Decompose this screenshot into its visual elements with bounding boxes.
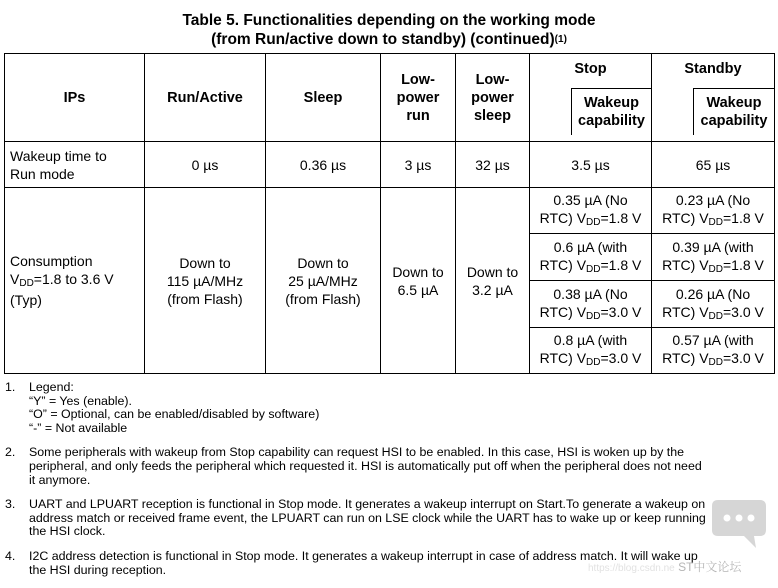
consumption-label: [5, 188, 145, 374]
header-lp-sleep-l2: power: [471, 89, 514, 106]
standby-consumption-3: 0.26 µA (No RTC) $V_{DD}=3.0$ V: [652, 281, 775, 328]
wakeup-label-l1: Wakeup time to: [10, 147, 107, 164]
wakeup-row-label: [5, 142, 145, 188]
consumption-sleep: Down to 25 µA/MHz (from Flash): [266, 188, 381, 374]
consumption-label-l3: (Typ): [10, 292, 42, 308]
footnote-1-line: Legend:: [29, 380, 74, 394]
stop-consumption-4: 0.8 µA (with RTC) $V_{DD}=3.0$ V: [530, 328, 652, 374]
wakeup-time-row: [5, 142, 775, 188]
footnote-3-number: 3.: [5, 497, 16, 512]
wakeup-run-active: 0 µs: [145, 142, 266, 188]
consumption-label-l2: $V_{DD}=1.8$ to 3.6 V: [10, 271, 114, 289]
header-lp-run-l3: run: [406, 107, 430, 124]
stop-consumption-3: 0.38 µA (No RTC) $V_{DD}=3.0$ V: [530, 281, 652, 328]
footnote-1-line: “O” = Optional, can be enabled/disabled by software): [29, 407, 320, 422]
stop-wakeup-l2: capability: [578, 113, 645, 129]
header-lp-sleep-l3: sleep: [473, 107, 512, 124]
footnotes: [5, 381, 750, 588]
header-stop-wakeup: [571, 88, 651, 135]
stop-consumption-1: 0.35 µA (No RTC) $V_{DD}=1.8$ V: [530, 188, 652, 234]
stop-consumption-2: 0.6 µA (with RTC) $V_{DD}=1.8$ V: [530, 234, 652, 281]
watermark-text: https://blog.csdn.ne ST中文论坛: [588, 560, 742, 574]
wakeup-label-l2: Run mode: [10, 165, 75, 182]
footnote-2-line: Some peripherals with wakeup from Stop capability can request HSI to be enabled. In this case, HSI is woken up by the: [29, 445, 684, 460]
header-lp-sleep-l1: Low-: [475, 71, 510, 88]
wakeup-lp-sleep: 32 µs: [456, 142, 530, 188]
footnote-2: [5, 446, 750, 487]
standby-consumption-1: 0.23 µA (No RTC) $V_{DD}=1.8$ V: [652, 188, 775, 234]
header-row: [5, 54, 775, 142]
header-sleep: Sleep: [266, 54, 381, 142]
footnote-2-line: it anymore.: [29, 472, 91, 487]
chat-bubble-icon: [708, 496, 770, 554]
footnote-1-number: 1.: [5, 380, 16, 394]
footnote-4-number: 4.: [5, 548, 16, 563]
table-title-line1: Table 5. Functionalities depending on the working mode: [182, 12, 596, 29]
standby-wakeup-l2: capability: [700, 113, 768, 129]
footnote-3-line: the HSI clock.: [29, 524, 106, 539]
header-standby: [652, 54, 775, 142]
header-standby-wakeup: [693, 88, 774, 135]
table-title-line2: [0, 30, 778, 52]
consumption-run-active: Down to 115 µA/MHz (from Flash): [145, 188, 266, 374]
footnote-4-line: the HSI during reception.: [29, 562, 167, 577]
standby-consumption-2: 0.39 µA (with RTC) $V_{DD}=1.8$ V: [652, 234, 775, 281]
header-lp-run: [381, 54, 456, 142]
table-title-subtitle: (from Run/active down to standby) (continued): [211, 31, 555, 48]
footnote-1-line: “Y” = Yes (enable).: [29, 393, 132, 408]
header-lp-run-l1: Low-: [401, 71, 435, 88]
footnote-3-line: UART and LPUART reception is functional in Stop mode. It generates a wakeup interrupt on Start.To generate a wakeup on: [29, 497, 706, 512]
header-ips: IPs: [5, 54, 145, 142]
wakeup-standby: 65 µs: [652, 142, 775, 188]
footnote-4-line: I2C address detection is functional in Stop mode. It generates a wakeup interrupt in case of address match. It will wake up: [29, 548, 698, 563]
footnote-1-line: “-” = Not available: [29, 420, 128, 435]
footnote-1: [5, 381, 750, 435]
stop-wakeup-l1: Wakeup: [583, 95, 640, 111]
header-run-active: Run/Active: [145, 54, 266, 142]
wakeup-stop: 3.5 µs: [530, 142, 652, 188]
footnote-2-line: peripheral, and only feeds the peripheral which requested it. HSI is automatically put off when the peripheral does not need: [29, 458, 702, 473]
standby-consumption-4: 0.57 µA (with RTC) $V_{DD}=3.0$ V: [652, 328, 775, 374]
header-lp-sleep: [456, 54, 530, 142]
consumption-lp-sleep: Down to 3.2 µA: [456, 188, 530, 374]
footnote-3-line: address match or received frame event, the LPUART can run on LSE clock while the UART has to wake up or keep running: [29, 510, 706, 525]
consumption-row-1: [5, 188, 775, 234]
footnote-2-number: 2.: [5, 445, 16, 460]
standby-wakeup-l1: Wakeup: [706, 95, 762, 111]
consumption-lp-run: Down to 6.5 µA: [381, 188, 456, 374]
footnote-3: [5, 498, 750, 539]
functionalities-table: [4, 53, 775, 374]
wakeup-sleep: 0.36 µs: [266, 142, 381, 188]
header-stop: [530, 54, 652, 142]
title-footnote-ref: (1): [554, 34, 567, 45]
header-standby-label: Standby: [684, 61, 742, 77]
wakeup-lp-run: 3 µs: [381, 142, 456, 188]
consumption-label-l1: Consumption: [10, 253, 93, 269]
header-lp-run-l2: power: [396, 89, 440, 106]
header-stop-label: Stop: [574, 61, 607, 77]
